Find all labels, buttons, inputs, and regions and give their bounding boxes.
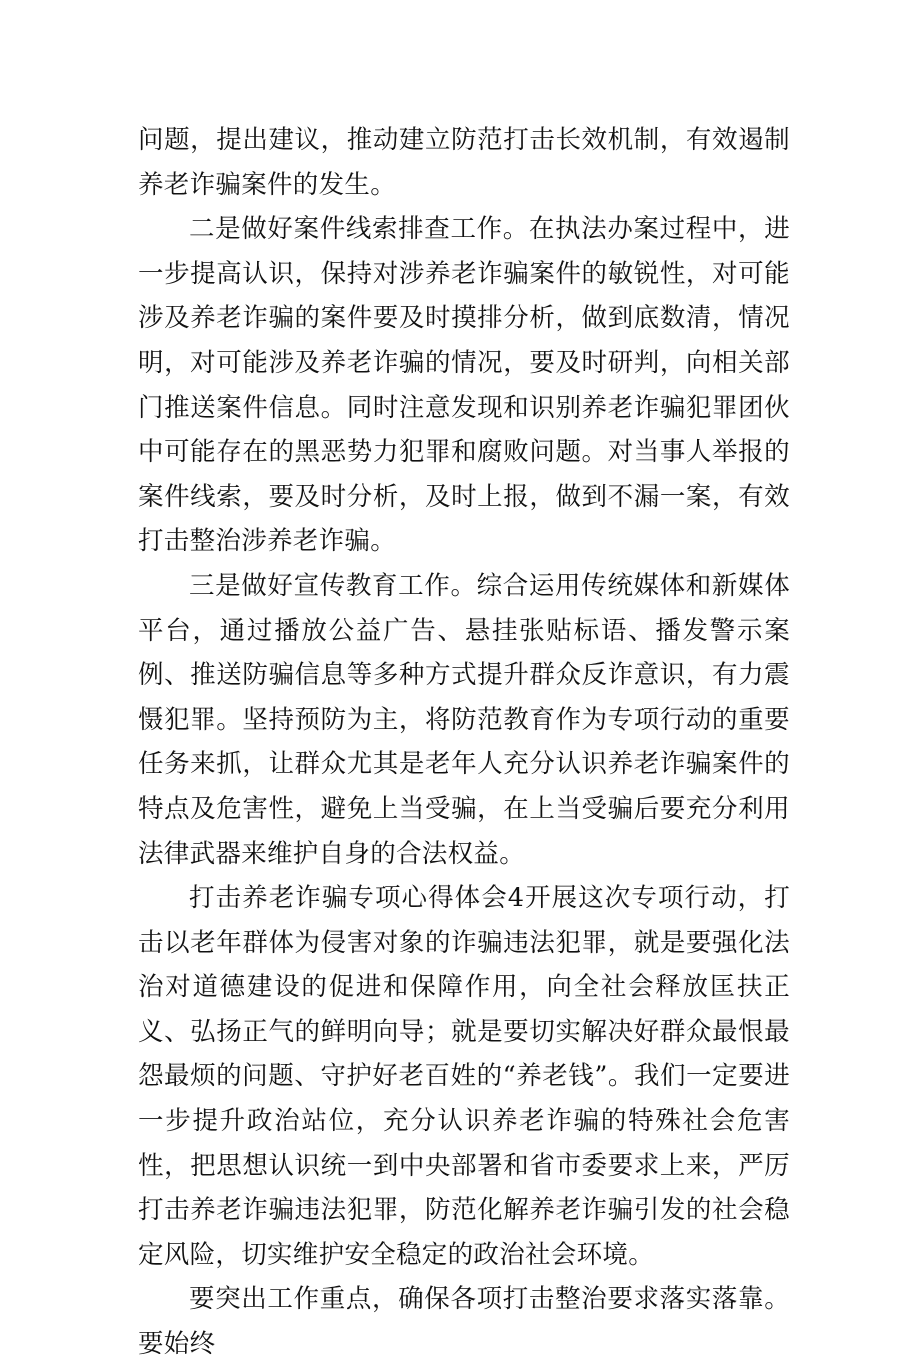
document-body	[138, 118, 790, 1367]
paragraph-continuation: 问题，提出建议，推动建立防范打击长效机制，有效遏制养老诈骗案件的发生。	[138, 125, 790, 200]
paragraph-experience-4: 打击养老诈骗专项心得体会4开展这次专项行动，打击以老年群体为侵害对象的诈骗违法犯罪，就是要强化法治对道德建设的促进和保障作用，向全社会释放匡扶正义、弘扬正气的鲜明向导；就是要切实解决好群众最恨最怨最烦的问题、守护好老百姓的“养老钱”。我们一定要进一步提升政治站位，充分认识养老诈骗的特殊社会危害性，把思想认识统一到中央部署和省市委要求上来，严厉打击养老诈骗违法犯罪，防范化解养老诈骗引发的社会稳定风险，切实维护安全稳定的政治社会环境。	[138, 883, 790, 1270]
paragraph-publicity-education: 三是做好宣传教育工作。综合运用传统媒体和新媒体平台，通过播放公益广告、悬挂张贴标语、播发警示案例、推送防骗信息等多种方式提升群众反诈意识，有力震慑犯罪。坚持预防为主，将防范教育作为专项行动的重要任务来抓，让群众尤其是老年人充分认识养老诈骗案件的特点及危害性，避免上当受骗，在上当受骗后要充分利用法律武器来维护自身的合法权益。	[138, 570, 790, 869]
paragraph-clue-investigation: 二是做好案件线索排查工作。在执法办案过程中，进一步提高认识，保持对涉养老诈骗案件的敏锐性，对可能涉及养老诈骗的案件要及时摸排分析，做到底数清，情况明，对可能涉及养老诈骗的情况，要及时研判，向相关部门推送案件信息。同时注意发现和识别养老诈骗犯罪团伙中可能存在的黑恶势力犯罪和腐败问题。对当事人举报的案件线索，要及时分析，及时上报，做到不漏一案，有效打击整治涉养老诈骗。	[138, 214, 790, 557]
paragraph-work-focus: 要突出工作重点，确保各项打击整治要求落实落靠。要始终	[138, 1284, 790, 1360]
